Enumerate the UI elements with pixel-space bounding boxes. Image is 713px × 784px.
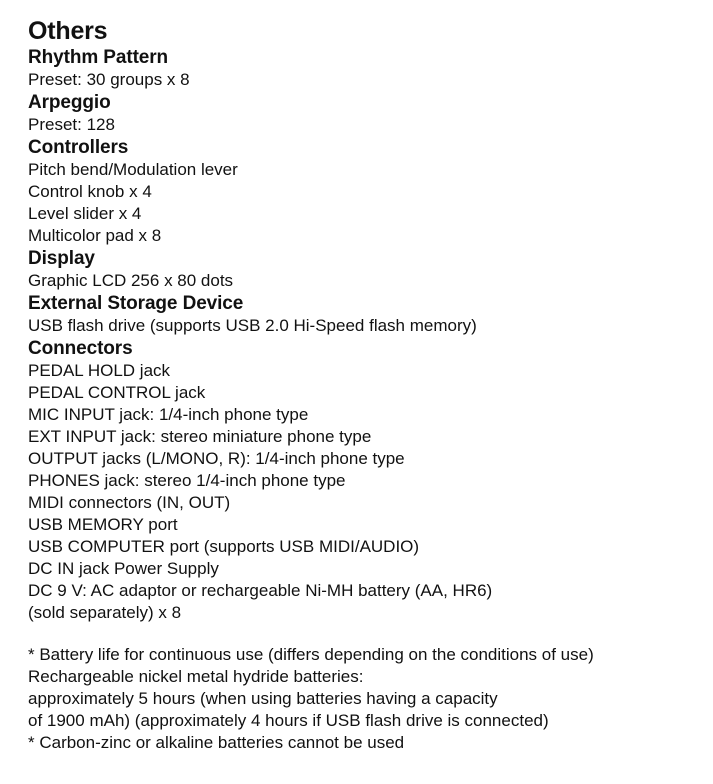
spec-line: OUTPUT jacks (L/MONO, R): 1/4-inch phone type bbox=[28, 449, 405, 468]
spec-line: Pitch bend/Modulation lever bbox=[28, 160, 238, 179]
spec-line: USB MEMORY port bbox=[28, 515, 178, 534]
section-rhythm-pattern bbox=[28, 46, 708, 91]
spec-line: Control knob x 4 bbox=[28, 182, 152, 201]
spec-line: Preset: 128 bbox=[28, 115, 115, 134]
section-controllers bbox=[28, 136, 708, 247]
section-heading: Controllers bbox=[28, 137, 129, 158]
spec-line: USB flash drive (supports USB 2.0 Hi-Speed flash memory) bbox=[28, 316, 477, 335]
page-title: Others bbox=[28, 17, 108, 45]
note-line: approximately 5 hours (when using batteries having a capacity bbox=[28, 689, 498, 708]
section-arpeggio bbox=[28, 91, 708, 136]
spec-line: EXT INPUT jack: stereo miniature phone type bbox=[28, 427, 372, 446]
spec-line: PHONES jack: stereo 1/4-inch phone type bbox=[28, 471, 346, 490]
spec-document bbox=[28, 16, 708, 754]
spec-line: MIDI connectors (IN, OUT) bbox=[28, 493, 231, 512]
spec-line: DC IN jack Power Supply bbox=[28, 559, 219, 578]
section-heading: Display bbox=[28, 248, 95, 269]
section-heading: Rhythm Pattern bbox=[28, 47, 169, 68]
spec-line: USB COMPUTER port (supports USB MIDI/AUDIO) bbox=[28, 537, 420, 556]
section-connectors bbox=[28, 337, 708, 624]
spec-line: Preset: 30 groups x 8 bbox=[28, 70, 190, 89]
note-line: * Battery life for continuous use (differs depending on the conditions of use) bbox=[28, 645, 594, 664]
spec-line: PEDAL HOLD jack bbox=[28, 361, 171, 380]
spacer bbox=[28, 624, 708, 644]
note-line: * Carbon-zinc or alkaline batteries cannot be used bbox=[28, 733, 405, 752]
note-line: of 1900 mAh) (approximately 4 hours if USB flash drive is connected) bbox=[28, 711, 549, 730]
spec-line: Level slider x 4 bbox=[28, 204, 142, 223]
section-external-storage bbox=[28, 292, 708, 337]
spec-line: Multicolor pad x 8 bbox=[28, 226, 162, 245]
spec-line: Graphic LCD 256 x 80 dots bbox=[28, 271, 234, 290]
spec-line: PEDAL CONTROL jack bbox=[28, 383, 206, 402]
section-display bbox=[28, 247, 708, 292]
spec-line: MIC INPUT jack: 1/4-inch phone type bbox=[28, 405, 309, 424]
spec-line: DC 9 V: AC adaptor or rechargeable Ni-MH battery (AA, HR6) bbox=[28, 581, 493, 600]
section-heading: External Storage Device bbox=[28, 293, 244, 314]
battery-notes bbox=[28, 644, 708, 754]
section-heading: Arpeggio bbox=[28, 92, 111, 113]
section-heading: Connectors bbox=[28, 338, 133, 359]
spec-line: (sold separately) x 8 bbox=[28, 603, 182, 622]
note-line: Rechargeable nickel metal hydride batteries: bbox=[28, 667, 364, 686]
